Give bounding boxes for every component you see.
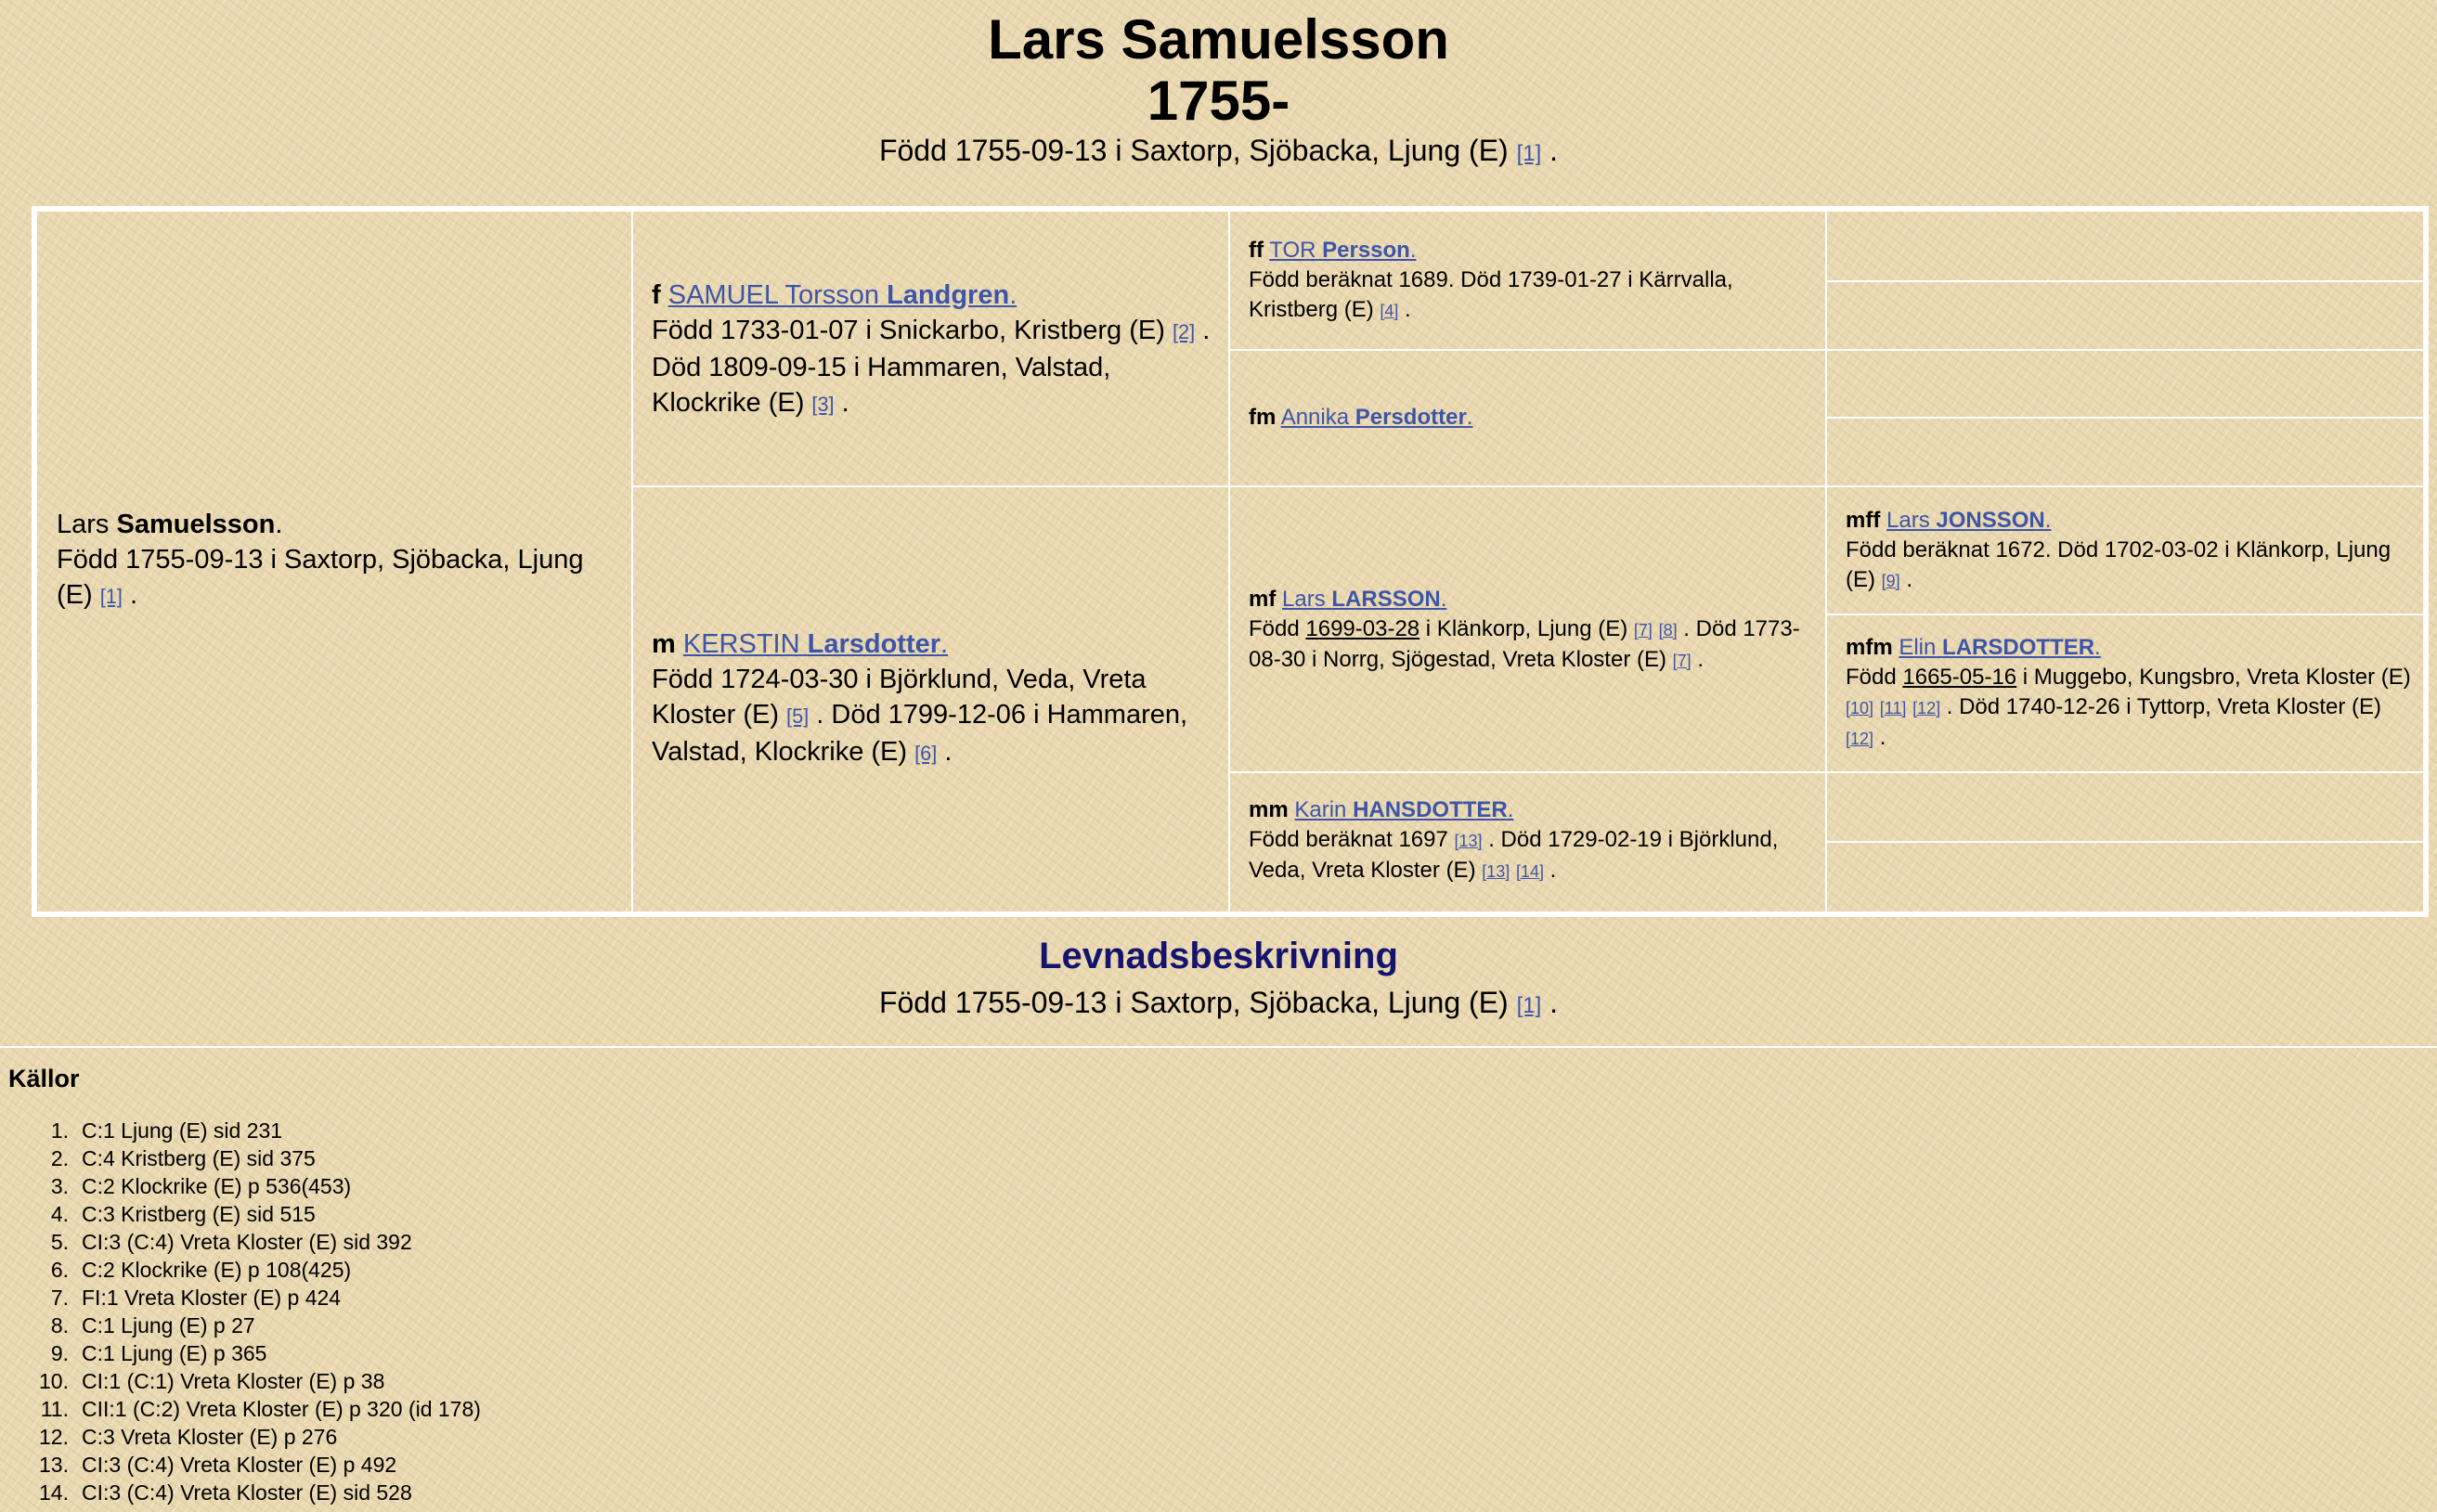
punctuation: . <box>1398 297 1411 322</box>
source-ref-link[interactable]: [8] <box>1658 621 1678 640</box>
birth-date: 1699-03-28 <box>1305 616 1420 641</box>
mother-link[interactable]: KERSTIN Larsdotter. <box>682 629 949 659</box>
source-text: FI:1 Vreta Kloster (E) p 424 <box>82 1286 342 1310</box>
source-item <box>0 1479 481 1506</box>
source-number: 7. <box>50 1286 69 1310</box>
source-number: 11. <box>40 1397 69 1421</box>
relation-code: fm <box>1249 405 1277 430</box>
source-ref-link[interactable]: [1] <box>1516 993 1542 1018</box>
source-ref-link[interactable]: [3] <box>811 393 835 416</box>
person-mother <box>652 627 1218 771</box>
source-number: 6. <box>50 1258 69 1282</box>
death-info: . Död 1740-12-26 i Tyttorp, Vreta Kloster (E) <box>1946 694 2381 719</box>
death-info: . Död 1729-02-19 i Björklund, Veda, Vreta Kloster (E) <box>1249 827 1779 883</box>
relation-code: mff <box>1846 508 1881 533</box>
punctuation: . <box>1899 567 1913 592</box>
source-number: 13. <box>39 1453 69 1477</box>
source-number: 12. <box>39 1425 69 1449</box>
first-name: Lars <box>57 510 117 539</box>
person-paternal-grandmother <box>1249 403 1815 433</box>
birth-info: Född 1724-03-30 i Björklund, Veda, Vreta Kloster (E) <box>652 665 1147 730</box>
source-number: 10. <box>39 1369 69 1393</box>
relation-code: mfm <box>1846 635 1893 660</box>
source-number: 8. <box>50 1313 69 1338</box>
source-text: CI:3 (C:4) Vreta Kloster (E) p 492 <box>82 1453 397 1477</box>
source-number: 5. <box>50 1230 69 1254</box>
source-item <box>0 1395 481 1423</box>
person-mfm <box>1846 633 2412 754</box>
tree-divider <box>1825 212 1827 911</box>
source-text: C:3 Vreta Kloster (E) p 276 <box>82 1425 338 1449</box>
source-item <box>0 1312 481 1339</box>
birth-text: Född 1755-09-13 i Saxtorp, Sjöbacka, Ljung (E) <box>878 986 1509 1019</box>
person-father <box>652 278 1218 422</box>
source-number: 9. <box>50 1341 69 1365</box>
source-text: CII:1 (C:2) Vreta Kloster (E) p 320 (id 178) <box>82 1397 481 1421</box>
tree-divider <box>1230 349 2423 351</box>
source-item <box>0 1339 481 1367</box>
source-number: 1. <box>50 1118 69 1143</box>
death-info: . Död 1809-09-15 i Hammaren, Valstad, Klockrike (E) <box>652 316 1211 418</box>
tree-divider <box>1827 280 2423 282</box>
tree-divider <box>631 212 633 911</box>
punctuation: . <box>1543 858 1557 883</box>
source-ref-link[interactable]: [5] <box>786 704 810 728</box>
source-item <box>0 1144 481 1172</box>
relation-code: m <box>652 629 676 659</box>
source-ref-link[interactable]: [13] <box>1482 862 1510 881</box>
source-text: C:4 Kristberg (E) sid 375 <box>82 1146 316 1170</box>
source-ref-link[interactable]: [7] <box>1633 621 1653 640</box>
death-info: . Död 1773-08-30 i Norrg, Sjögestad, Vreta Kloster (E) <box>1249 616 1800 672</box>
source-ref-link[interactable]: [11] <box>1879 699 1907 717</box>
surname: Samuelsson <box>116 510 276 539</box>
source-text: C:2 Klockrike (E) p 536(453) <box>82 1174 352 1198</box>
maternal-grandfather-link[interactable]: Lars LARSSON. <box>1282 587 1447 612</box>
source-ref-link[interactable]: [14] <box>1515 862 1544 881</box>
birth-label: Född <box>1249 616 1306 641</box>
punctuation: . <box>834 388 849 418</box>
source-item <box>0 1367 481 1395</box>
biography-text <box>0 982 2437 1027</box>
birth-info: Född 1733-01-07 i Snickarbo, Kristberg (E) <box>652 316 1165 345</box>
source-number: 4. <box>50 1202 69 1226</box>
section-divider <box>0 1046 2437 1048</box>
birth-label: Född <box>1846 665 1903 690</box>
source-item <box>0 1172 481 1200</box>
biography-heading: Levnadsbeskrivning <box>1039 936 1398 976</box>
birth-place: i Klänkorp, Ljung (E) <box>1419 616 1628 641</box>
sources-heading: Källor <box>8 1065 80 1092</box>
source-text: CI:3 (C:4) Vreta Kloster (E) sid 392 <box>82 1230 412 1254</box>
birth-place: i Muggebo, Kungsbro, Vreta Kloster (E) <box>2016 665 2411 690</box>
source-ref-link[interactable]: [12] <box>1846 730 1874 748</box>
source-item <box>0 1117 481 1144</box>
relation-code: mm <box>1249 797 1289 822</box>
source-item <box>0 1200 481 1228</box>
source-number: 14. <box>39 1480 69 1505</box>
source-text: C:1 Ljung (E) p 27 <box>82 1313 255 1338</box>
tree-divider <box>1228 212 1230 911</box>
death-info: . Död 1799-12-06 i Hammaren, Valstad, Klockrike (E) <box>652 700 1188 767</box>
source-number: 2. <box>50 1146 69 1170</box>
source-item <box>0 1451 481 1479</box>
birth-info: Född beräknat 1697 <box>1249 827 1448 852</box>
relation-code: mf <box>1249 587 1277 612</box>
paternal-grandmother-link[interactable]: Annika Persdotter. <box>1280 405 1473 430</box>
relation-code: f <box>652 280 661 310</box>
punctuation: . <box>275 510 283 539</box>
source-ref-link[interactable]: [7] <box>1672 652 1692 670</box>
source-text: C:2 Klockrike (E) p 108(425) <box>82 1258 352 1282</box>
punctuation: . <box>1549 134 1559 167</box>
source-ref-link[interactable]: [1] <box>99 585 123 608</box>
tree-divider <box>1827 614 2423 615</box>
birth-info: Född 1755-09-13 i Saxtorp, Sjöbacka, Ljung (E) <box>57 545 584 610</box>
source-text: C:1 Ljung (E) p 365 <box>82 1341 267 1365</box>
person-paternal-grandfather <box>1249 236 1815 326</box>
source-text: C:3 Kristberg (E) sid 515 <box>82 1202 316 1226</box>
punctuation: . <box>122 580 138 610</box>
person-subject <box>57 507 614 614</box>
life-years: 1755- <box>1147 70 1290 132</box>
birth-text: Född 1755-09-13 i Saxtorp, Sjöbacka, Ljung (E) <box>878 134 1509 167</box>
source-item <box>0 1423 481 1451</box>
source-text: CI:3 (C:4) Vreta Kloster (E) sid 528 <box>82 1480 412 1505</box>
tree-divider <box>633 485 2423 487</box>
relation-code: ff <box>1249 238 1264 263</box>
life-info: Född beräknat 1672. Död 1702-03-02 i Klänkorp, Ljung (E) <box>1846 537 2392 592</box>
source-ref-link[interactable]: [6] <box>914 742 938 765</box>
tree-divider <box>1230 771 2423 773</box>
source-ref-link[interactable]: [9] <box>1881 572 1900 590</box>
person-maternal-grandfather <box>1249 585 1815 676</box>
punctuation: . <box>1691 647 1705 672</box>
source-text: C:1 Ljung (E) sid 231 <box>82 1118 283 1143</box>
page-title: Lars Samuelsson <box>988 8 1449 71</box>
birth-summary <box>0 130 2437 174</box>
punctuation: . <box>937 737 953 767</box>
person-maternal-grandmother <box>1249 795 1815 886</box>
paternal-grandfather-link[interactable]: TOR Persson. <box>1269 238 1417 263</box>
source-ref-link[interactable]: [10] <box>1846 699 1874 717</box>
birth-date: 1665-05-16 <box>1902 665 2017 690</box>
source-ref-link[interactable]: [4] <box>1380 302 1399 320</box>
father-link[interactable]: SAMUEL Torsson Landgren. <box>668 280 1018 310</box>
punctuation: . <box>1873 725 1886 750</box>
source-item <box>0 1256 481 1284</box>
maternal-grandmother-link[interactable]: Karin HANSDOTTER. <box>1294 797 1514 822</box>
source-text: CI:1 (C:1) Vreta Kloster (E) p 38 <box>82 1369 385 1393</box>
source-ref-link[interactable]: [13] <box>1454 832 1483 850</box>
tree-divider <box>1827 417 2423 419</box>
life-info: Född beräknat 1689. Död 1739-01-27 i Kärrvalla, Kristberg (E) <box>1249 267 1733 322</box>
tree-divider <box>1827 841 2423 843</box>
source-ref-link[interactable]: [2] <box>1172 320 1196 343</box>
source-ref-link[interactable]: [1] <box>1516 141 1542 166</box>
source-number: 3. <box>50 1174 69 1198</box>
punctuation: . <box>1549 986 1559 1019</box>
source-ref-link[interactable]: [12] <box>1912 699 1941 717</box>
mfm-link[interactable]: Elin LARSDOTTER. <box>1899 635 2101 660</box>
source-item <box>0 1228 481 1256</box>
person-mff <box>1846 506 2412 596</box>
mff-link[interactable]: Lars JONSSON. <box>1886 508 2052 533</box>
sources-list <box>0 1117 481 1506</box>
source-item <box>0 1284 481 1312</box>
